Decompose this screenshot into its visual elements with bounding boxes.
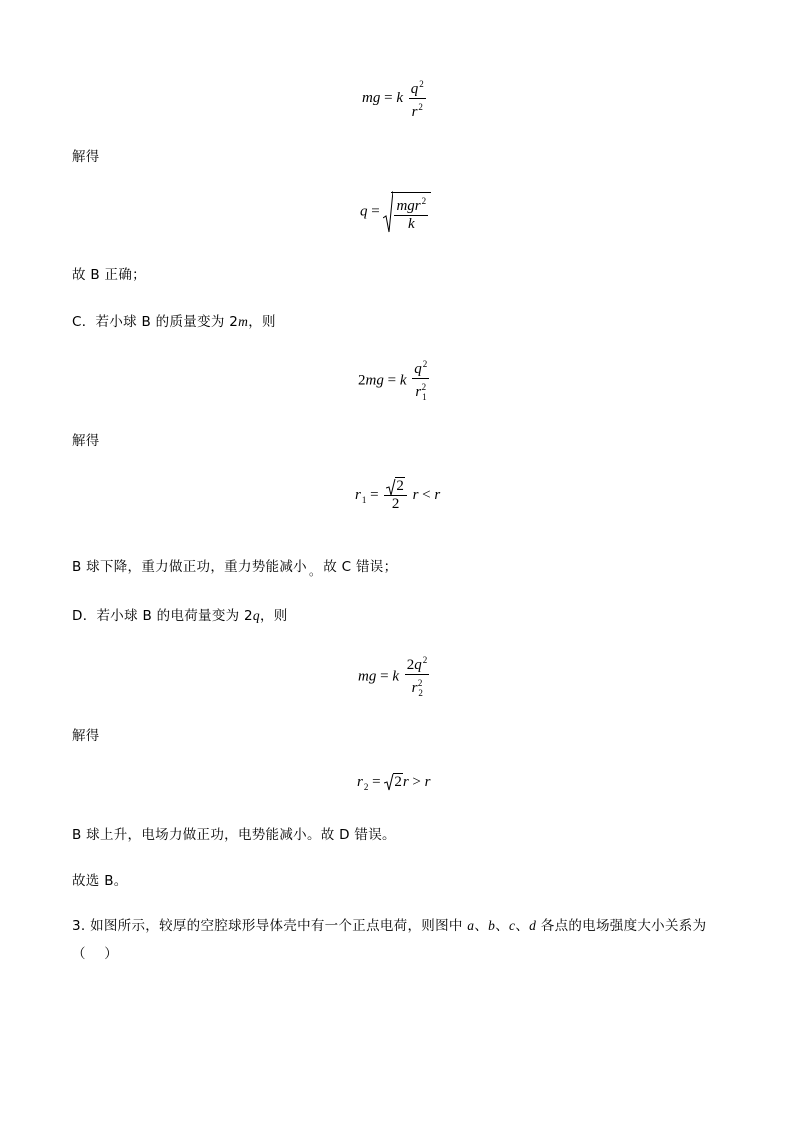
subscript: 1	[361, 494, 367, 505]
denominator: 2	[391, 496, 400, 512]
denominator: r	[411, 680, 418, 696]
eq-term: r	[434, 486, 441, 503]
eq-term: r	[402, 774, 409, 790]
eq-sign: =	[371, 203, 380, 220]
exponent: 2	[422, 359, 428, 369]
eq-sign: =	[372, 774, 381, 790]
variable: m	[238, 314, 249, 329]
subscript: 1	[422, 392, 427, 402]
separator: 、	[495, 918, 510, 934]
denominator: k	[407, 215, 415, 232]
eq-sign: =	[387, 372, 397, 389]
radicand: 2	[396, 478, 404, 494]
numerator: q	[414, 657, 422, 673]
exponent: 2	[421, 195, 427, 206]
point-c-label: c	[509, 918, 516, 933]
exponent: 2	[419, 79, 424, 89]
eq-sign: =	[384, 89, 393, 106]
numerator: q	[410, 81, 419, 97]
label-solve-1: 解得	[72, 149, 100, 165]
label-solve-3: 解得	[72, 728, 100, 744]
line-option-c-intro	[72, 310, 276, 330]
radical-sign	[384, 773, 394, 791]
point-d-label: d	[529, 918, 537, 933]
equation-mass-doubled	[358, 356, 431, 406]
exponent: 2	[421, 382, 427, 392]
eq-term: k	[396, 89, 403, 106]
separator: 、	[474, 918, 489, 934]
point-a-label: a	[467, 918, 475, 933]
eq-term: r	[355, 486, 361, 503]
fraction	[405, 652, 430, 702]
fraction	[409, 76, 426, 121]
line-option-d-result: B 球上升，电场力做正功，电势能减小。故 D 错误。	[72, 827, 396, 843]
subscript: 2	[363, 782, 369, 792]
equation-charge-solution	[360, 190, 431, 234]
eq-term: mg	[358, 668, 377, 685]
eq-sign: =	[380, 668, 389, 685]
eq-term: k	[399, 372, 407, 389]
text-segment: B 球下降，重力做正功，重力势能减小	[72, 559, 307, 575]
eq-term: k	[392, 668, 399, 685]
line-option-d-intro	[72, 604, 288, 624]
text-segment: ，则	[248, 314, 276, 330]
eq-term: r	[412, 486, 419, 503]
line-option-c-result	[72, 555, 397, 579]
text-segment: C．若小球 B 的质量变为 2	[72, 314, 239, 330]
subscript: 2	[418, 688, 423, 698]
equation-r2-result	[357, 774, 430, 792]
punctuation: 。	[308, 564, 322, 578]
radicand	[391, 192, 431, 233]
fraction	[412, 356, 429, 406]
text-segment: 各点的电场强度大小关系为	[536, 918, 707, 934]
eq-term: r	[424, 774, 431, 790]
label-solve-2: 解得	[72, 433, 100, 449]
point-b-label: b	[488, 918, 496, 933]
eq-term: r	[357, 774, 363, 790]
text-segment: 故 C 错误；	[323, 559, 398, 575]
text-segment: D．若小球 B 的电荷量变为 2	[72, 608, 253, 624]
radicand: 2	[394, 774, 402, 790]
fraction	[384, 478, 407, 513]
separator: 、	[515, 918, 530, 934]
numerator: q	[414, 361, 422, 377]
equation-r1-result	[355, 478, 440, 513]
variable: q	[252, 608, 260, 623]
exponent: 2	[422, 655, 428, 665]
eq-term: mg	[362, 89, 381, 106]
relation-sign: <	[422, 486, 431, 503]
eq-sign: =	[370, 486, 379, 503]
exponent: 2	[417, 678, 423, 688]
question-3-answer-blank: （ ）	[72, 946, 118, 962]
relation-sign: >	[412, 774, 421, 790]
text-segment: 3. 如图所示，较厚的空腔球形导体壳中有一个正点电荷，则图中	[72, 918, 468, 934]
numerator: mgr	[396, 197, 421, 214]
eq-term: q	[360, 203, 368, 220]
equation-coulomb-balance	[362, 76, 428, 121]
denominator: r	[415, 384, 422, 400]
line-answer: 故选 B。	[72, 873, 128, 889]
equation-charge-doubled	[358, 652, 431, 702]
coefficient: 2	[358, 372, 366, 389]
line-b-correct: 故 B 正确；	[72, 267, 146, 283]
coefficient: 2	[406, 657, 415, 673]
denominator: r	[411, 104, 418, 120]
exponent: 2	[418, 102, 423, 112]
text-segment: ，则	[259, 608, 288, 624]
question-3-text	[72, 914, 706, 934]
eq-term: mg	[365, 372, 384, 389]
radical-sign	[386, 478, 396, 496]
